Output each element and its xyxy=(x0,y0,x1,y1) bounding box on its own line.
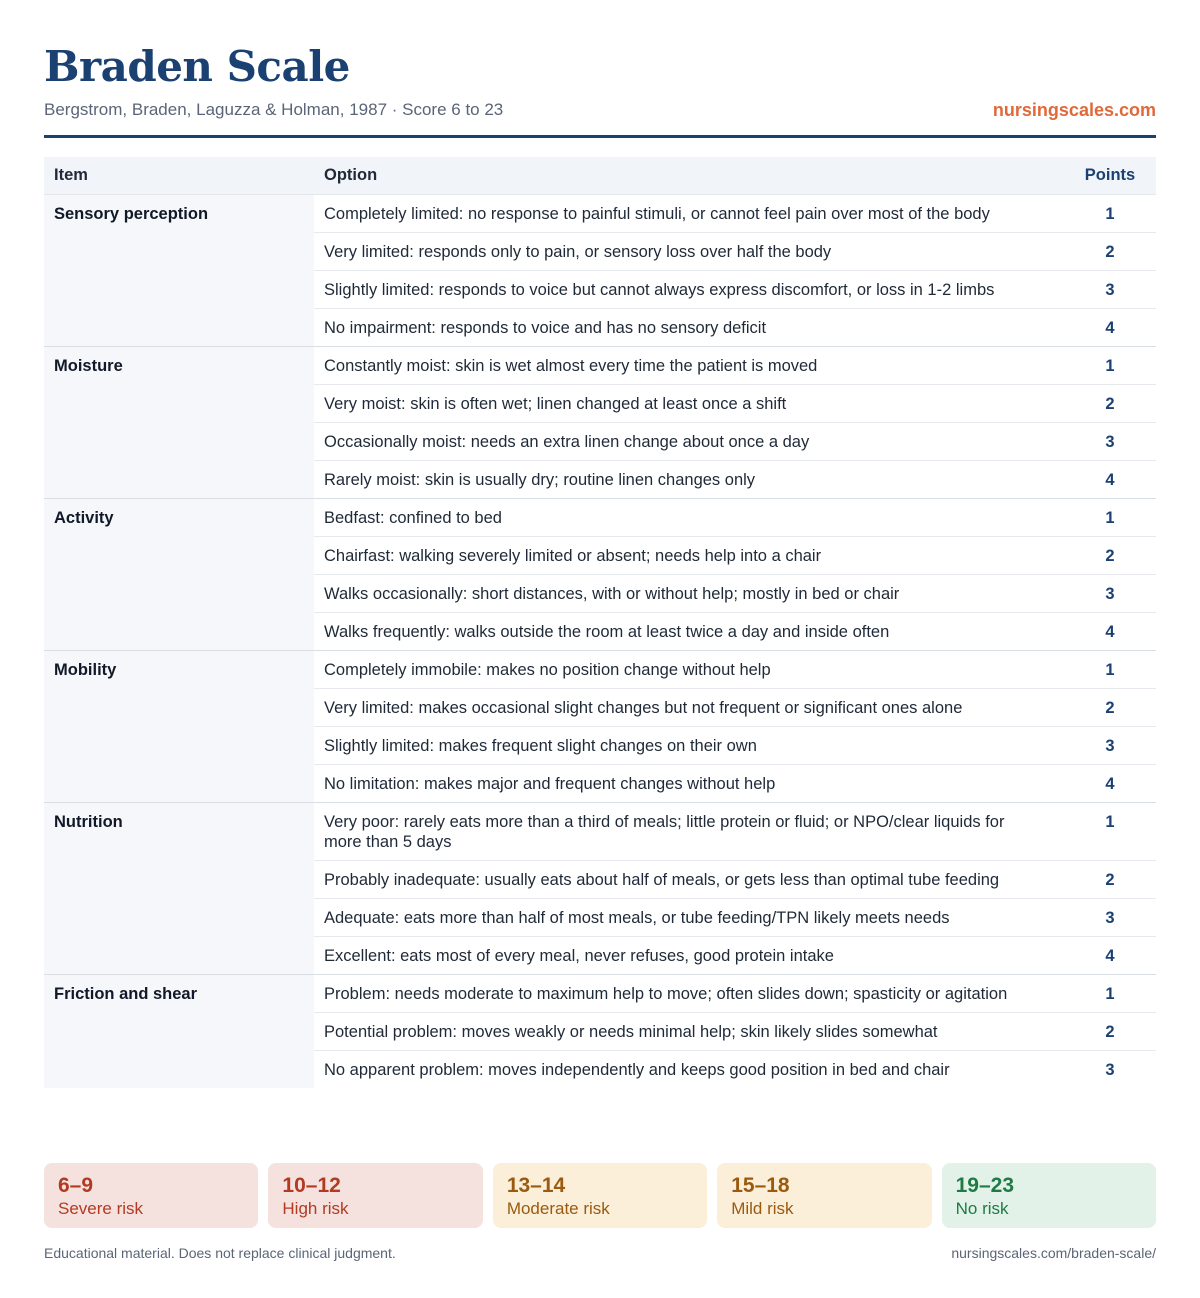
option-points: 1 xyxy=(1064,498,1156,536)
risk-card xyxy=(942,1163,1156,1228)
item-name: Friction and shear xyxy=(44,974,314,1088)
option-text: Potential problem: moves weakly or needs minimal help; skin likely slides somewhat xyxy=(314,1012,1064,1050)
option-text: Completely immobile: makes no position change without help xyxy=(314,650,1064,688)
option-text: Very limited: makes occasional slight changes but not frequent or significant ones alone xyxy=(314,688,1064,726)
option-text: Bedfast: confined to bed xyxy=(314,498,1064,536)
option-text: Completely limited: no response to painful stimuli, or cannot feel pain over most of the body xyxy=(314,194,1064,232)
option-text: No limitation: makes major and frequent changes without help xyxy=(324,774,776,793)
option-points: 2 xyxy=(1064,688,1156,726)
risk-card xyxy=(44,1163,258,1228)
option-text: Chairfast: walking severely limited or absent; needs help into a chair xyxy=(314,536,1064,574)
option-text: No impairment: responds to voice and has no sensory deficit xyxy=(324,318,767,337)
item-name: Activity xyxy=(44,498,314,650)
braden-table xyxy=(44,157,1156,1088)
option-text: Slightly limited: makes frequent slight changes on their own xyxy=(314,726,1064,764)
footer-url[interactable]: nursingscales.com/braden-scale/ xyxy=(951,1245,1156,1261)
item-name: Moisture xyxy=(44,346,314,498)
option-text: Probably inadequate: usually eats about half of meals, or gets less than optimal tube feeding xyxy=(314,860,1064,898)
option-points: 3 xyxy=(1064,726,1156,764)
option-points: 4 xyxy=(1105,470,1115,489)
risk-levels xyxy=(44,1163,1156,1228)
option-points: 1 xyxy=(1064,974,1156,1012)
option-points: 4 xyxy=(1105,774,1115,793)
option-text: Very poor: rarely eats more than a third of meals; little protein or fluid; or NPO/clear liquids for more than 5 days xyxy=(314,802,1064,860)
table-body xyxy=(44,194,1156,1088)
header-divider xyxy=(44,135,1156,138)
risk-range: 6–9 xyxy=(58,1174,94,1197)
option-text: Occasionally moist: needs an extra linen change about once a day xyxy=(314,422,1064,460)
option-points: 2 xyxy=(1064,860,1156,898)
column-header-item: Item xyxy=(44,157,314,194)
item-name: Nutrition xyxy=(44,802,314,974)
option-points: 2 xyxy=(1064,536,1156,574)
option-points: 3 xyxy=(1105,1060,1115,1079)
option-text: Constantly moist: skin is wet almost every time the patient is moved xyxy=(314,346,1064,384)
table-row xyxy=(44,498,1156,536)
table-row xyxy=(44,802,1156,860)
option-text: Walks frequently: walks outside the room at least twice a day and inside often xyxy=(324,622,890,641)
option-points: 1 xyxy=(1064,802,1156,860)
page-title: Braden Scale xyxy=(44,42,350,91)
risk-card xyxy=(268,1163,482,1228)
risk-range: 15–18 xyxy=(731,1174,790,1197)
option-points: 3 xyxy=(1064,422,1156,460)
table-header-row xyxy=(44,157,1156,194)
option-text: Rarely moist: skin is usually dry; routine linen changes only xyxy=(324,470,756,489)
option-text: No apparent problem: moves independently and keeps good position in bed and chair xyxy=(324,1060,950,1079)
column-header-option: Option xyxy=(314,157,1064,194)
option-text: Excellent: eats most of every meal, never refuses, good protein intake xyxy=(324,946,834,965)
site-link[interactable]: nursingscales.com xyxy=(992,100,1156,120)
risk-range: 19–23 xyxy=(955,1174,1015,1197)
option-text: Very moist: skin is often wet; linen changed at least once a shift xyxy=(314,384,1064,422)
item-name: Mobility xyxy=(44,650,314,802)
option-points: 3 xyxy=(1064,574,1156,612)
risk-label: Moderate risk xyxy=(506,1199,610,1218)
risk-range: 10–12 xyxy=(282,1174,341,1197)
option-points: 2 xyxy=(1064,384,1156,422)
risk-range: 13–14 xyxy=(506,1174,566,1197)
table-row xyxy=(44,974,1156,1012)
option-text: Walks occasionally: short distances, with or without help; mostly in bed or chair xyxy=(314,574,1064,612)
option-points: 4 xyxy=(1105,946,1115,965)
risk-label: Severe risk xyxy=(58,1199,144,1218)
option-text: Slightly limited: responds to voice but cannot always express discomfort, or loss in 1-2 limbs xyxy=(314,270,1064,308)
risk-card xyxy=(493,1163,707,1228)
table-row xyxy=(44,650,1156,688)
option-points: 2 xyxy=(1064,1012,1156,1050)
option-points: 3 xyxy=(1064,270,1156,308)
risk-card xyxy=(717,1163,931,1228)
table-row xyxy=(44,346,1156,384)
risk-label: Mild risk xyxy=(731,1199,794,1218)
option-points: 1 xyxy=(1064,194,1156,232)
option-text: Problem: needs moderate to maximum help to move; often slides down; spasticity or agitation xyxy=(314,974,1064,1012)
option-text: Adequate: eats more than half of most meals, or tube feeding/TPN likely meets needs xyxy=(314,898,1064,936)
option-points: 1 xyxy=(1064,346,1156,384)
risk-label: High risk xyxy=(282,1199,349,1218)
item-name: Sensory perception xyxy=(44,194,314,346)
option-points: 4 xyxy=(1105,622,1115,641)
option-points: 3 xyxy=(1064,898,1156,936)
footer-disclaimer: Educational material. Does not replace clinical judgment. xyxy=(44,1245,396,1261)
page-subtitle: Bergstrom, Braden, Laguzza & Holman, 1987 · Score 6 to 23 xyxy=(44,100,504,119)
column-header-points: Points xyxy=(1064,157,1156,194)
option-text: Very limited: responds only to pain, or sensory loss over half the body xyxy=(314,232,1064,270)
option-points: 1 xyxy=(1064,650,1156,688)
option-points: 2 xyxy=(1064,232,1156,270)
table-row xyxy=(44,194,1156,232)
option-points: 4 xyxy=(1105,318,1115,337)
risk-label: No risk xyxy=(955,1199,1009,1218)
